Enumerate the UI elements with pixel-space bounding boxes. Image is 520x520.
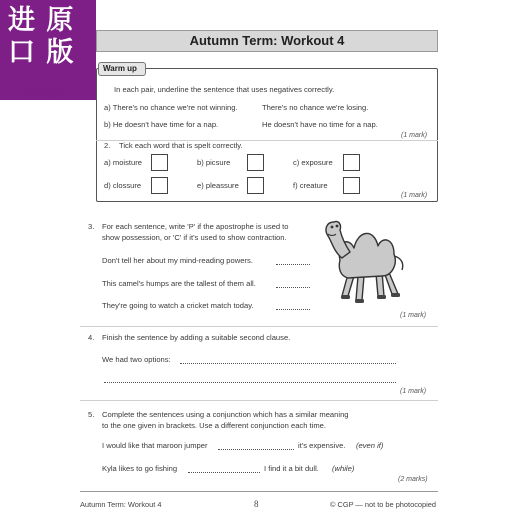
q5-sentence-2-start: Kyla likes to go fishing: [102, 464, 178, 473]
q3-answer-line-3[interactable]: [276, 309, 310, 310]
q5-instruction-line-2: to the one given in brackets. Use a different conjunction each time.: [102, 421, 327, 430]
q5-sentence-2-end: I find it a bit dull.: [264, 464, 319, 473]
q2-checkbox-f[interactable]: [343, 177, 360, 194]
q5-answer-line-1[interactable]: [218, 449, 294, 450]
q5-mark: (2 marks): [398, 476, 428, 483]
workout-title-bar: [96, 30, 438, 52]
footer-copyright: © CGP — not to be photocopied: [330, 500, 436, 509]
q2-instruction: Tick each word that is spelt correctly.: [119, 141, 243, 150]
q2-word-f: f) creature: [293, 181, 328, 190]
q3-instruction-line-2: show possession, or 'C' if it's used to show contraction.: [102, 233, 287, 242]
q1-option-b-left[interactable]: b) He doesn't have time for a nap.: [104, 120, 219, 129]
q2-word-e: e) pleassure: [197, 181, 239, 190]
q3-answer-line-1[interactable]: [276, 264, 310, 265]
q4-number: 4.: [88, 333, 95, 342]
q2-word-d: d) clossure: [104, 181, 142, 190]
camel-illustration: [318, 212, 412, 304]
q2-checkbox-e[interactable]: [247, 177, 264, 194]
q4-divider: [80, 326, 438, 327]
badge-seal: 中华商务: [20, 86, 64, 99]
q2-checkbox-d[interactable]: [151, 177, 168, 194]
q3-instruction-line-1: For each sentence, write 'P' if the apostrophe is used to: [102, 222, 289, 231]
q3-mark: (1 mark): [400, 312, 427, 319]
q4-prompt: We had two options:: [102, 355, 171, 364]
q1-option-a-right[interactable]: There's no chance we're losing.: [262, 103, 369, 112]
q1-instruction: In each pair, underline the sentence that uses negatives correctly.: [114, 85, 335, 94]
q2-word-c: c) exposure: [293, 158, 333, 167]
q5-hint-1: (even if): [356, 441, 384, 450]
q2-checkbox-c[interactable]: [343, 154, 360, 171]
q5-hint-2: (while): [332, 464, 355, 473]
q3-answer-line-2[interactable]: [276, 287, 310, 288]
footer-rule: [80, 491, 438, 492]
q5-sentence-1-end: it's expensive.: [298, 441, 346, 450]
warm-up-label: Warm up: [103, 64, 137, 73]
q3-sentence-1: Don't tell her about my mind-reading powers.: [102, 256, 253, 265]
q3-sentence-2: This camel's humps are the tallest of them all.: [102, 279, 256, 288]
q4-answer-line-2[interactable]: [104, 382, 396, 383]
page-number: 8: [254, 499, 259, 509]
footer-left: Autumn Term: Workout 4: [80, 500, 162, 509]
q1-option-b-right[interactable]: He doesn't have no time for a nap.: [262, 120, 378, 129]
q2-checkbox-a[interactable]: [151, 154, 168, 171]
badge-line-2: 口 版: [8, 37, 75, 68]
q2-number: 2.: [104, 141, 111, 150]
warm-up-tab: [98, 62, 146, 76]
page-title: Autumn Term: Workout 4: [189, 33, 345, 48]
q5-answer-line-2[interactable]: [188, 472, 260, 473]
q2-mark: (1 mark): [401, 192, 428, 199]
q2-word-a: a) moisture: [104, 158, 142, 167]
q5-instruction-line-1: Complete the sentences using a conjunction which has a similar meaning: [102, 410, 349, 419]
q3-sentence-3: They're going to watch a cricket match today.: [102, 301, 254, 310]
q3-number: 3.: [88, 222, 95, 231]
q1-mark: (1 mark): [401, 132, 428, 139]
q2-word-b: b) picsure: [197, 158, 231, 167]
q1-option-a-left[interactable]: a) There's no chance we're not winning.: [104, 103, 238, 112]
q5-divider: [80, 400, 438, 401]
q4-mark: (1 mark): [400, 388, 427, 395]
q2-checkbox-b[interactable]: [247, 154, 264, 171]
q4-answer-line-1[interactable]: [180, 363, 396, 364]
q5-number: 5.: [88, 410, 95, 419]
badge-line-1: 进 原: [8, 5, 75, 36]
q4-instruction: Finish the sentence by adding a suitable second clause.: [102, 333, 291, 342]
q5-sentence-1-start: I would like that maroon jumper: [102, 441, 208, 450]
